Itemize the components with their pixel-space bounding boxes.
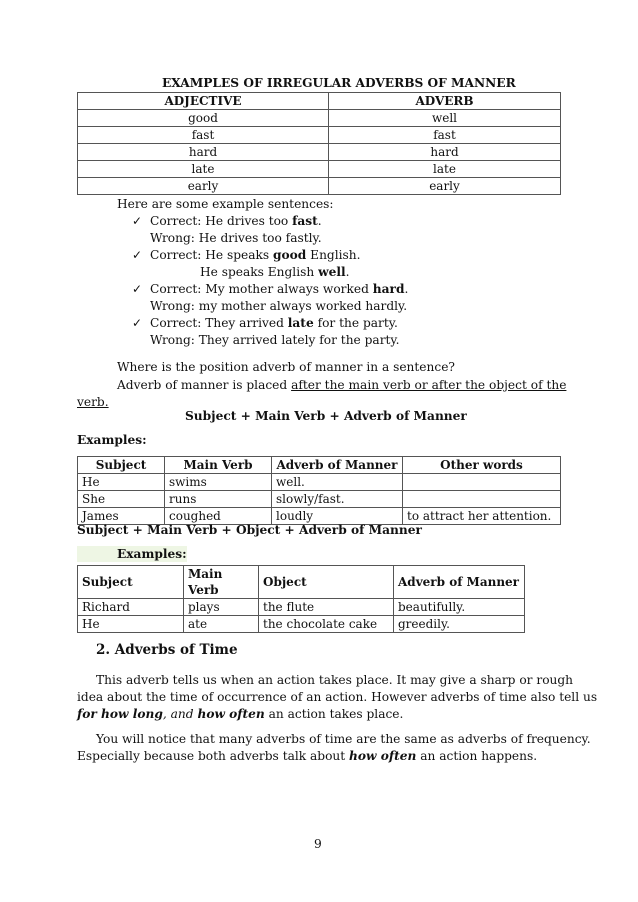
cell: runs xyxy=(165,491,272,508)
cell: good xyxy=(78,110,329,127)
cell: late xyxy=(329,161,561,178)
cell: He xyxy=(78,616,184,633)
example-wrong-1: Wrong: He drives too fastly. xyxy=(150,231,322,245)
emphasis: how often xyxy=(349,749,417,763)
cell: the chocolate cake xyxy=(259,616,394,633)
text: , and xyxy=(162,707,198,721)
table-header-row xyxy=(78,93,561,110)
example-correct-1 xyxy=(132,213,322,229)
section-heading: 2. Adverbs of Time xyxy=(96,642,238,658)
examples-label-2: Examples: xyxy=(77,546,187,562)
cell: He xyxy=(78,474,165,491)
table-row xyxy=(78,144,561,161)
table-row xyxy=(78,110,561,127)
text: . xyxy=(404,282,409,296)
text: Especially because both adverbs talk about xyxy=(77,749,350,763)
text: Adverb of manner is placed xyxy=(117,378,292,392)
cell: coughed xyxy=(165,508,272,525)
formula-2: Subject + Main Verb + Object + Adverb of Manner xyxy=(77,523,422,537)
underlined-text: after the main verb or after the object of the xyxy=(291,378,567,392)
text: an action happens. xyxy=(416,749,538,763)
cell: loudly xyxy=(272,508,403,525)
example-correct-4 xyxy=(132,315,398,331)
paragraph-1-line-2: idea about the time of occurrence of an action. However adverbs of time also tell us xyxy=(77,690,598,704)
check-icon: ✓ xyxy=(132,248,143,262)
cell: beautifully. xyxy=(394,599,525,616)
bold-word: well xyxy=(318,265,346,279)
cell: fast xyxy=(329,127,561,144)
text: He speaks English xyxy=(200,265,319,279)
paragraph-1-line-3 xyxy=(77,706,403,722)
check-icon: ✓ xyxy=(132,214,143,228)
header-other-words: Other words xyxy=(403,457,561,474)
irregular-table-title: EXAMPLES OF IRREGULAR ADVERBS OF MANNER xyxy=(162,76,516,90)
bold-word: hard xyxy=(372,282,405,296)
cell: hard xyxy=(78,144,329,161)
example-wrong-3: Wrong: my mother always worked hardly. xyxy=(150,299,408,313)
paragraph-2-line-1: You will notice that many adverbs of time are the same as adverbs of frequency. xyxy=(96,732,591,746)
header-adverb-of-manner: Adverb of Manner xyxy=(272,457,403,474)
paragraph-1-line-1: This adverb tells us when an action takes place. It may give a sharp or rough xyxy=(96,673,574,687)
cell: plays xyxy=(184,599,259,616)
bold-word: fast xyxy=(292,214,318,228)
cell: well. xyxy=(272,474,403,491)
position-question: Where is the position adverb of manner in a sentence? xyxy=(117,360,455,374)
text: Correct: My mother always worked xyxy=(150,282,373,296)
header-subject: Subject xyxy=(78,457,165,474)
examples-label: Examples: xyxy=(77,433,147,447)
bold-word: late xyxy=(287,316,314,330)
position-answer xyxy=(117,377,566,393)
bold-word: good xyxy=(273,248,307,262)
check-icon: ✓ xyxy=(132,282,143,296)
header-object: Object xyxy=(259,566,394,599)
header-adverb-of-manner: Adverb of Manner xyxy=(394,566,525,599)
intro-text: Here are some example sentences: xyxy=(117,197,334,211)
cell: well xyxy=(329,110,561,127)
text: for the party. xyxy=(313,316,398,330)
table-row xyxy=(78,161,561,178)
table-header-row xyxy=(78,457,561,474)
example-correct-3 xyxy=(132,281,408,297)
text: . xyxy=(317,214,322,228)
cell: greedily. xyxy=(394,616,525,633)
position-answer-cont: verb. xyxy=(77,395,109,409)
header-adverb: ADVERB xyxy=(329,93,561,110)
cell: the flute xyxy=(259,599,394,616)
cell: swims xyxy=(165,474,272,491)
check-icon: ✓ xyxy=(132,316,143,330)
cell: late xyxy=(78,161,329,178)
text: Correct: They arrived xyxy=(150,316,288,330)
table-row xyxy=(78,491,561,508)
text: . xyxy=(345,265,350,279)
example-wrong-4: Wrong: They arrived lately for the party. xyxy=(150,333,400,347)
formula-1: Subject + Main Verb + Adverb of Manner xyxy=(185,409,467,423)
cell: early xyxy=(329,178,561,195)
cell: Richard xyxy=(78,599,184,616)
header-adjective: ADJECTIVE xyxy=(78,93,329,110)
object-examples-table xyxy=(77,565,525,633)
irregular-adverbs-table xyxy=(77,92,561,195)
cell: slowly/fast. xyxy=(272,491,403,508)
text: Correct: He drives too xyxy=(150,214,293,228)
paragraph-2-line-2 xyxy=(77,748,537,764)
example-correct-2 xyxy=(132,247,361,263)
cell: hard xyxy=(329,144,561,161)
example-wrong-2 xyxy=(200,264,349,280)
cell: to attract her attention. xyxy=(403,508,561,525)
page-number: 9 xyxy=(314,837,322,851)
table-row xyxy=(78,616,525,633)
text: an action takes place. xyxy=(264,707,404,721)
text: English. xyxy=(306,248,361,262)
header-main-verb: Main Verb xyxy=(165,457,272,474)
table-header-row xyxy=(78,566,525,599)
cell: fast xyxy=(78,127,329,144)
manner-examples-table xyxy=(77,456,561,525)
table-row xyxy=(78,599,525,616)
cell xyxy=(403,491,561,508)
cell: early xyxy=(78,178,329,195)
table-row xyxy=(78,127,561,144)
table-row xyxy=(78,474,561,491)
header-subject: Subject xyxy=(78,566,184,599)
emphasis: for how long xyxy=(77,707,163,721)
table-row xyxy=(78,178,561,195)
cell: She xyxy=(78,491,165,508)
cell xyxy=(403,474,561,491)
emphasis: how often xyxy=(197,707,265,721)
cell: ate xyxy=(184,616,259,633)
cell: James xyxy=(78,508,165,525)
header-main-verb: Main Verb xyxy=(184,566,259,599)
text: Correct: He speaks xyxy=(150,248,273,262)
